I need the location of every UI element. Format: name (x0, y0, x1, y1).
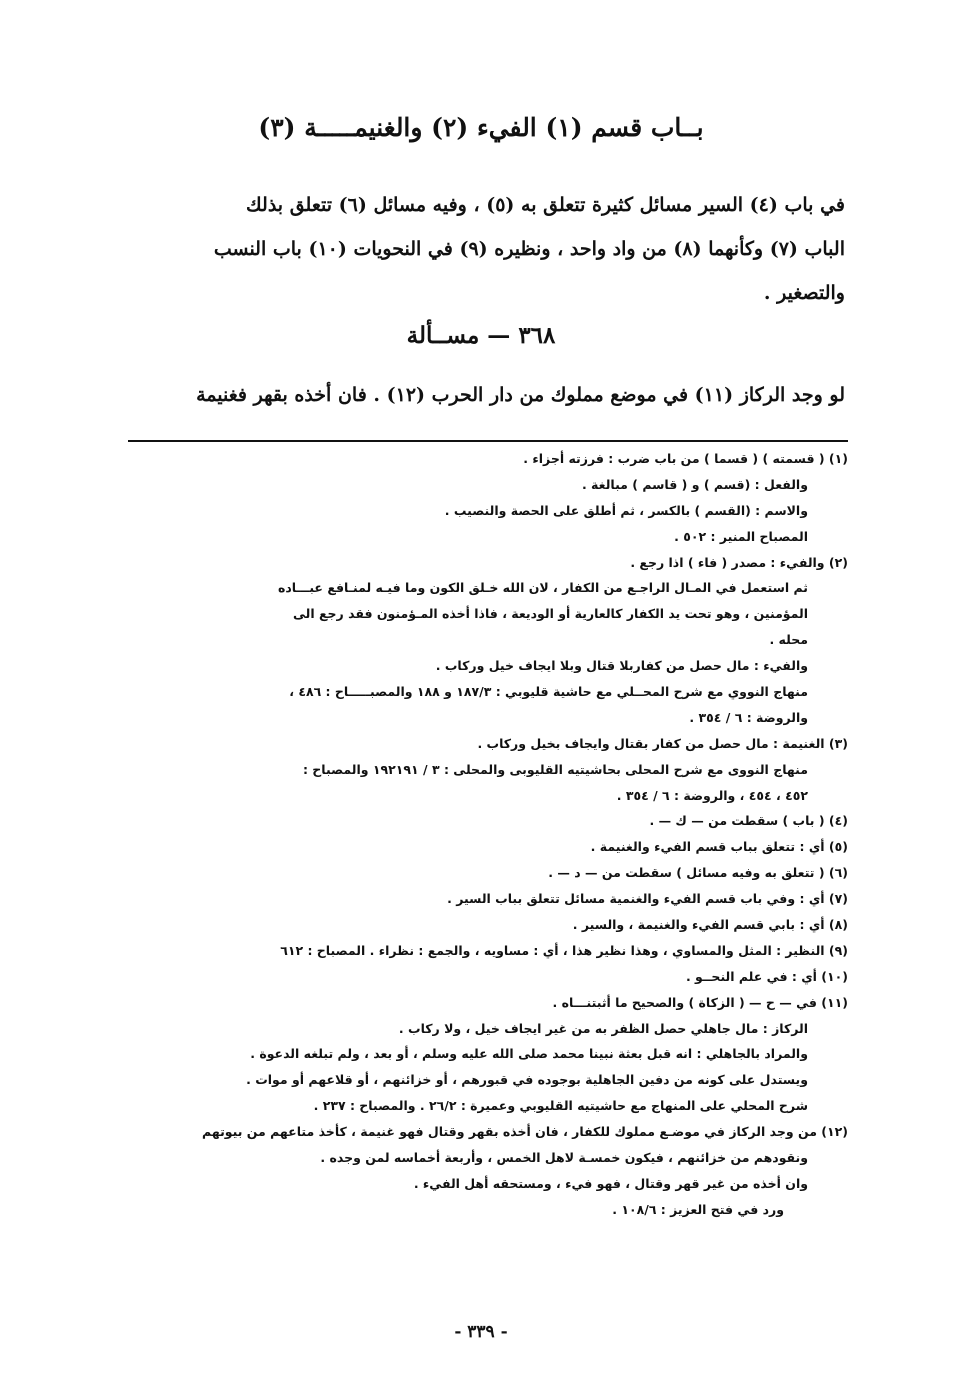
footnote-line: محله . (769, 632, 808, 648)
intro-line: والتصغير . (763, 282, 845, 304)
footnote-line: والروضة : ٦ / ٣٥٤ . (689, 709, 808, 725)
footnotes (128, 446, 848, 1223)
footnote-line: (١) ( قسمته ) ( قسما ) من باب ضرب : فرزته أجزاء . (523, 451, 848, 466)
footnote-line: (٣) الغنيمة : مال حصل من كفار بقتال وايجاف بخيل وركاب . (477, 735, 848, 751)
footnote-line: (١١) في — ح — ( الزكاة ) والصحيح ما أثبتنـــاه . (552, 994, 848, 1010)
footnote-line: ورد في فتح العزيز : ١٠٨/٦ . (612, 1201, 784, 1217)
footnote-line: (٥) أي : تتعلق بباب قسم الفيء والغنيمة . (590, 839, 848, 855)
footnote-line: ٤٥٢ ، ٤٥٤ ، والروضة : ٦ / ٣٥٤ . (616, 787, 808, 803)
footnote-line: المصباح المنير : ٥٠٢ . (674, 528, 808, 544)
footnote-line: (١٠) أي : في علم النحــو . (685, 968, 848, 984)
footnote-line: ونقودهم من خزائنهم ، فيكون خمسـة لاهل الخمس ، وأربعة أخماسه لمن وجده . (320, 1150, 808, 1166)
footnote-line: منهاج النووي مع شرح المحــلي مع حاشية قليوبي : ١٨٧/٣ و ١٨٨ والمصبـــــاح : ٤٨٦ ، (289, 684, 808, 700)
footnote-line: والفيء : مال حصل من كفاربلا قتال وبلا ايجاف خيل وركاب . (435, 658, 808, 674)
footnote-line: وان أخذه من غير قهر وقتال ، فهو فيء ، ومستحقه أهل الفيء . (413, 1175, 808, 1191)
footnote-line: والاسم : (القسم ) بالكسر ، ثم أطلق على الحصة والنصيب . (444, 502, 808, 518)
footnote-line: ثم استعمل في المـال الراجـع من الكفار ، لان الله خـلق الكون وما فيـه لمنـافع عبـــاده (278, 580, 808, 596)
footnote-line: (١٢) من وجد الركاز في موضـع مملوك للكفار ، فان أخذه بقهر وقتال فهو غنيمة ، كأخذ متاعهم من بيوتهم (202, 1124, 848, 1140)
footnote-line: (٤) ( باب ) سقطت من — ك — . (649, 813, 848, 829)
footnote-line: المؤمنين ، وهو تحت يد الكفار كالعارية أو الوديعة ، فاذا أخذه المـؤمنون فقد رجع الى (293, 606, 808, 622)
intro-line: في باب (٤) السير مسائل كثيرة تتعلق به (٥) ، وفيه مسائل (٦) تتعلق بذلك (246, 194, 845, 216)
page-number: - ٣٣٩ - (454, 1322, 508, 1342)
footnote-line: (٦) ( تتعلق به وفيه مسائل ) سقطت من — د — . (548, 865, 848, 881)
footnote-line: (٢) والفيء : مصدر ( فاء ) اذا رجع . (630, 554, 848, 570)
footnote-line: والمراد بالجاهلي : انه قبل بعثة نبينا محمد صلى الله عليه وسلم ، أو بعد ، ولم تبلغه الدعوة . (250, 1046, 808, 1062)
footnote-line: شرح المحلي على المنهاج مع حاشيتيه القليوبي وعميرة : ٢٦/٢ . والمصباح : ٢٣٧ . (313, 1098, 808, 1114)
masala-text: لو وجد الركاز (١١) في موضع مملوك من دار الحرب (١٢) . فان أخذه بقهر فغنيمة (196, 384, 845, 406)
footnote-line: ويستدل على كونه من دفين الجاهلية بوجوده في قبورهم ، أو خزائنهم ، أو قلاعهم أو موات . (246, 1072, 808, 1088)
intro-line: الباب (٧) وكأنهما (٨) من واد واحد ، ونظيره (٩) في النحويات (١٠) باب النسب (213, 238, 845, 260)
footnote-line: منهاج النووى مع شرح المحلى بحاشيتيه القليوبى والمحلى : ٣ / ١٩٢١٩١ والمصباح : (302, 761, 808, 777)
footnote-line: (٧) أي : وفي باب قسم الفيء والغنمية مسائل تتعلق بباب السير . (447, 891, 848, 907)
footnote-line: (٨) أي : بابي قسم الفيء والغنيمة ، والسير . (572, 917, 848, 933)
footnote-line: والفعل : (قسم ) و ( قاسم ) مبالغة . (581, 476, 808, 492)
footnote-line: (٩) النظير : المثل والمساوي ، وهذا نظير هذا ، أي : مساويه ، والجمع : نظراء . المصباح : ٦١٢ (280, 942, 848, 958)
footnote-line: الركاز : مال جاهلي حصل الظفر به من غير ايجاف خيل ، ولا ركاب . (398, 1020, 808, 1036)
footnote-divider (128, 440, 848, 442)
intro-paragraph (120, 183, 845, 315)
masala-heading: ٣٦٨ — مســألة (406, 322, 556, 349)
chapter-title: بــاب قسم (١) الفيء (٢) والغنيمـــــة (٣) (258, 113, 704, 142)
